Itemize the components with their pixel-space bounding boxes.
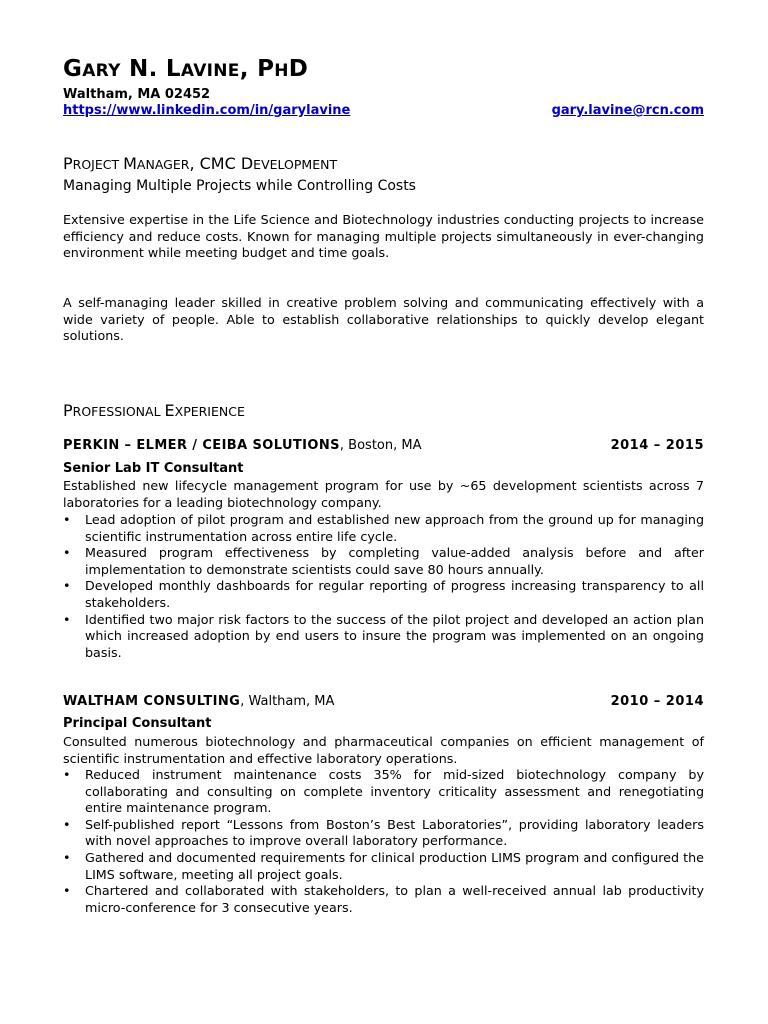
- candidate-name: GARY N. LAVINE, PHD: [63, 56, 309, 82]
- list-item: • Chartered and collaborated with stakeholders, to plan a well-received annual lab productivity micro-conference for 3 consecutive years.: [63, 883, 704, 915]
- list-item: • Self-published report “Lessons from Boston’s Best Laboratories”, providing laboratory leaders with novel approaches to improve overall laboratory performance.: [63, 816, 704, 849]
- linkedin-link[interactable]: https://www.linkedin.com/in/garylavine: [63, 103, 351, 118]
- list-item: • Reduced instrument maintenance costs 35% for mid-sized biotechnology company by collaborating and consulting on complete inventory criticality assessment and renegotiating entire maintenance program.: [63, 767, 704, 816]
- job-summary: Consulted numerous biotechnology and pharmaceutical companies on efficient management of scientific instrumentation and effective laboratory operations.: [63, 734, 704, 766]
- job-company-line: [63, 694, 334, 709]
- job-header: [63, 694, 704, 709]
- list-item: • Identified two major risk factors to the success of the pilot project and developed an action plan which increased adoption by end users to insure the program was implemented on an ongoing basis.: [63, 611, 704, 660]
- bullet-icon: •: [63, 611, 71, 627]
- bullet-icon: •: [63, 816, 71, 832]
- job-bullet-list: [63, 767, 704, 916]
- job-role: Senior Lab IT Consultant: [63, 461, 244, 476]
- job-company-line: [63, 438, 421, 453]
- address: Waltham, MA 02452: [63, 87, 211, 102]
- list-item: • Developed monthly dashboards for regular reporting of progress increasing transparency to all stakeholders.: [63, 578, 704, 610]
- job-summary: Established new lifecycle management program for use by ~65 development scientists across 7 laboratories for a leading biotechnology company.: [63, 478, 704, 510]
- job-dates: 2014 – 2015: [610, 438, 704, 453]
- list-item: • Gathered and documented requirements for clinical production LIMS program and configured the LIMS software, meeting all project goals.: [63, 849, 704, 882]
- contact-links: [63, 103, 704, 118]
- job-header: [63, 438, 704, 453]
- summary-paragraph-2: A self-managing leader skilled in creative problem solving and communicating effectively with a wide variety of people. Able to establish collaborative relationships to quickly develop elegant solutions.: [63, 295, 704, 344]
- job-role: Principal Consultant: [63, 716, 212, 731]
- headline-title: PROJECT MANAGER, CMC DEVELOPMENT: [63, 154, 338, 173]
- bullet-icon: •: [63, 512, 71, 527]
- list-item: • Measured program effectiveness by completing value-added analysis before and after implementation to demonstrate scientists could save 80 hours annually.: [63, 545, 704, 577]
- headline-subtitle: Managing Multiple Projects while Controlling Costs: [63, 178, 416, 194]
- list-item: • Lead adoption of pilot program and established new approach from the ground up for managing scientific instrumentation across entire life cycle.: [63, 512, 704, 544]
- summary-paragraph-1: Extensive expertise in the Life Science and Biotechnology industries conducting projects to increase efficiency and reduce costs. Known for managing multiple projects simultaneously in ever-changing environment while meeting budget and time goals.: [63, 212, 704, 261]
- company-name: WALTHAM CONSULTING: [63, 694, 241, 709]
- company-location: , Waltham, MA: [240, 694, 335, 709]
- company-name: PERKIN – ELMER / CEIBA SOLUTIONS: [63, 438, 340, 453]
- company-location: , Boston, MA: [339, 438, 422, 453]
- bullet-icon: •: [63, 883, 71, 899]
- bullet-icon: •: [63, 545, 71, 561]
- email-link[interactable]: gary.lavine@rcn.com: [551, 103, 704, 118]
- bullet-icon: •: [63, 767, 71, 782]
- bullet-icon: •: [63, 849, 71, 865]
- job-dates: 2010 – 2014: [610, 694, 704, 709]
- job-bullet-list: [63, 512, 704, 661]
- bullet-icon: •: [63, 578, 71, 594]
- experience-heading: PROFESSIONAL EXPERIENCE: [63, 401, 245, 420]
